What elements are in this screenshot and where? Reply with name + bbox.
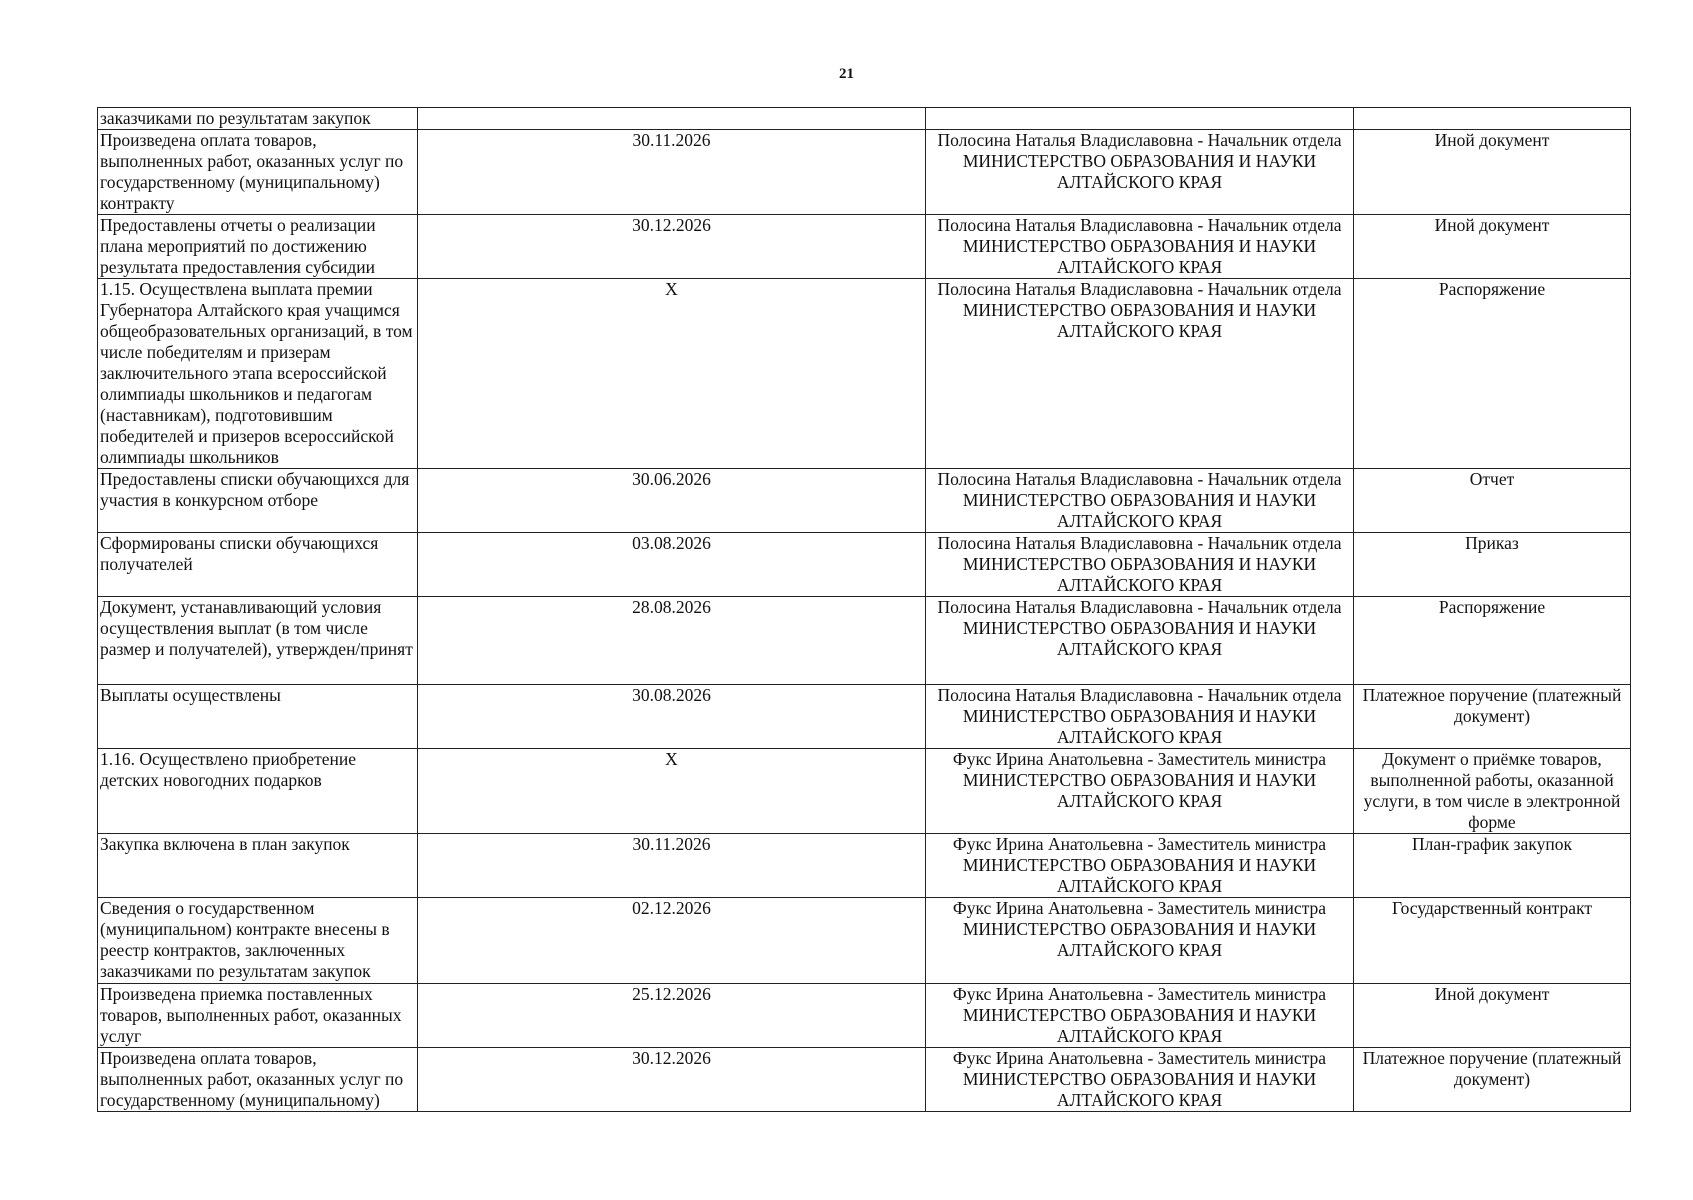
table-row	[98, 279, 1631, 469]
date-cell: 25.12.2026	[418, 984, 926, 1048]
responsible-cell	[926, 1048, 1354, 1112]
document-cell: Иной документ	[1354, 130, 1631, 215]
date-cell: 28.08.2026	[418, 597, 926, 685]
document-cell: Иной документ	[1354, 984, 1631, 1048]
document-cell: Приказ	[1354, 533, 1631, 597]
event-cell: 1.16. Осуществлено приобретение детских новогодних подарков	[98, 749, 418, 834]
event-cell: Документ, устанавливающий условия осуществления выплат (в том числе размер и получателей), утвержден/принят	[98, 597, 418, 685]
responsible-cell	[926, 749, 1354, 834]
page-number: 21	[839, 66, 854, 82]
table-row	[98, 469, 1631, 533]
date-cell: X	[418, 279, 926, 469]
date-cell: 30.06.2026	[418, 469, 926, 533]
responsible-name: Полосина Наталья Владиславовна - Начальник отдела	[937, 279, 1342, 299]
document-cell: Распоряжение	[1354, 279, 1631, 469]
responsible-name: Полосина Наталья Владиславовна - Начальник отдела	[937, 130, 1342, 150]
document-cell: Государственный контракт	[1354, 898, 1631, 984]
responsible-name: Фукс Ирина Анатольевна - Заместитель министра	[952, 984, 1327, 1004]
date-cell: 02.12.2026	[418, 898, 926, 984]
responsible-cell	[926, 685, 1354, 749]
responsible-cell	[926, 984, 1354, 1048]
responsible-cell	[926, 469, 1354, 533]
document-cell	[1354, 108, 1631, 130]
event-cell: Сведения о государственном (муниципальном) контракте внесены в реестр контрактов, заключенных заказчиками по результатам закупок	[98, 898, 418, 984]
responsible-name: Фукс Ирина Анатольевна - Заместитель министра	[952, 834, 1327, 854]
responsible-name: Полосина Наталья Владиславовна - Начальник отдела	[937, 469, 1342, 489]
responsible-org: МИНИСТЕРСТВО ОБРАЗОВАНИЯ И НАУКИ АЛТАЙСКОГО КРАЯ	[962, 1069, 1317, 1110]
event-cell: 1.15. Осуществлена выплата премии Губернатора Алтайского края учащимся общеобразовательных организаций, в том числе победителям и призерам заключительного этапа всероссийской олимпиады школьников и педагогам (наставникам), подготовившим победителей и призеров всероссийской олимпиады школьников	[98, 279, 418, 469]
plan-table	[97, 107, 1631, 1112]
date-cell	[418, 108, 926, 130]
responsible-org: МИНИСТЕРСТВО ОБРАЗОВАНИЯ И НАУКИ АЛТАЙСКОГО КРАЯ	[962, 151, 1317, 192]
responsible-name: Полосина Наталья Владиславовна - Начальник отдела	[937, 597, 1342, 617]
table-row	[98, 984, 1631, 1048]
table-row	[98, 130, 1631, 215]
table-row	[98, 834, 1631, 898]
responsible-cell	[926, 533, 1354, 597]
table-row	[98, 685, 1631, 749]
responsible-cell	[926, 834, 1354, 898]
event-cell: Предоставлены отчеты о реализации плана мероприятий по достижению результата предоставления субсидии	[98, 215, 418, 279]
responsible-name: Фукс Ирина Анатольевна - Заместитель министра	[952, 1048, 1327, 1068]
table-row	[98, 215, 1631, 279]
date-cell: X	[418, 749, 926, 834]
document-cell: Распоряжение	[1354, 597, 1631, 685]
event-cell: Предоставлены списки обучающихся для участия в конкурсном отборе	[98, 469, 418, 533]
date-cell: 30.12.2026	[418, 1048, 926, 1112]
event-cell: Произведена оплата товаров, выполненных работ, оказанных услуг по государственному (муниципальному) контракту	[98, 130, 418, 215]
document-cell: Отчет	[1354, 469, 1631, 533]
responsible-name: Фукс Ирина Анатольевна - Заместитель министра	[952, 898, 1327, 918]
event-cell: Произведена приемка поставленных товаров, выполненных работ, оказанных услуг	[98, 984, 418, 1048]
event-cell: Сформированы списки обучающихся получателей	[98, 533, 418, 597]
date-cell: 30.11.2026	[418, 834, 926, 898]
document-cell: План-график закупок	[1354, 834, 1631, 898]
responsible-org: МИНИСТЕРСТВО ОБРАЗОВАНИЯ И НАУКИ АЛТАЙСКОГО КРАЯ	[962, 300, 1317, 341]
table-row	[98, 108, 1631, 130]
responsible-org: МИНИСТЕРСТВО ОБРАЗОВАНИЯ И НАУКИ АЛТАЙСКОГО КРАЯ	[962, 706, 1317, 747]
responsible-org: МИНИСТЕРСТВО ОБРАЗОВАНИЯ И НАУКИ АЛТАЙСКОГО КРАЯ	[962, 855, 1317, 896]
document-cell: Платежное поручение (платежный документ)	[1354, 685, 1631, 749]
date-cell: 03.08.2026	[418, 533, 926, 597]
responsible-org: МИНИСТЕРСТВО ОБРАЗОВАНИЯ И НАУКИ АЛТАЙСКОГО КРАЯ	[962, 236, 1317, 277]
table-row	[98, 749, 1631, 834]
responsible-cell	[926, 279, 1354, 469]
responsible-org: МИНИСТЕРСТВО ОБРАЗОВАНИЯ И НАУКИ АЛТАЙСКОГО КРАЯ	[962, 1005, 1317, 1046]
table-row	[98, 898, 1631, 984]
responsible-org: МИНИСТЕРСТВО ОБРАЗОВАНИЯ И НАУКИ АЛТАЙСКОГО КРАЯ	[962, 490, 1317, 531]
event-cell: Закупка включена в план закупок	[98, 834, 418, 898]
document-cell: Платежное поручение (платежный документ)	[1354, 1048, 1631, 1112]
event-cell: заказчиками по результатам закупок	[98, 108, 418, 130]
responsible-org: МИНИСТЕРСТВО ОБРАЗОВАНИЯ И НАУКИ АЛТАЙСКОГО КРАЯ	[962, 770, 1317, 811]
date-cell: 30.12.2026	[418, 215, 926, 279]
responsible-org: МИНИСТЕРСТВО ОБРАЗОВАНИЯ И НАУКИ АЛТАЙСКОГО КРАЯ	[962, 919, 1317, 960]
table-row	[98, 597, 1631, 685]
responsible-cell	[926, 898, 1354, 984]
document-cell: Иной документ	[1354, 215, 1631, 279]
event-cell: Выплаты осуществлены	[98, 685, 418, 749]
responsible-org: МИНИСТЕРСТВО ОБРАЗОВАНИЯ И НАУКИ АЛТАЙСКОГО КРАЯ	[962, 618, 1317, 659]
responsible-cell	[926, 215, 1354, 279]
event-cell: Произведена оплата товаров, выполненных работ, оказанных услуг по государственному (муниципальному)	[98, 1048, 418, 1112]
responsible-name: Полосина Наталья Владиславовна - Начальник отдела	[937, 533, 1342, 553]
responsible-name: Полосина Наталья Владиславовна - Начальник отдела	[937, 685, 1342, 705]
table-row	[98, 1048, 1631, 1112]
responsible-name: Полосина Наталья Владиславовна - Начальник отдела	[937, 215, 1342, 235]
table-row	[98, 533, 1631, 597]
responsible-cell	[926, 130, 1354, 215]
date-cell: 30.11.2026	[418, 130, 926, 215]
document-cell: Документ о приёмке товаров, выполненной работы, оказанной услуги, в том числе в электронной форме	[1354, 749, 1631, 834]
responsible-org: МИНИСТЕРСТВО ОБРАЗОВАНИЯ И НАУКИ АЛТАЙСКОГО КРАЯ	[962, 554, 1317, 595]
responsible-cell	[926, 108, 1354, 130]
responsible-name: Фукс Ирина Анатольевна - Заместитель министра	[952, 749, 1327, 769]
responsible-cell	[926, 597, 1354, 685]
date-cell: 30.08.2026	[418, 685, 926, 749]
